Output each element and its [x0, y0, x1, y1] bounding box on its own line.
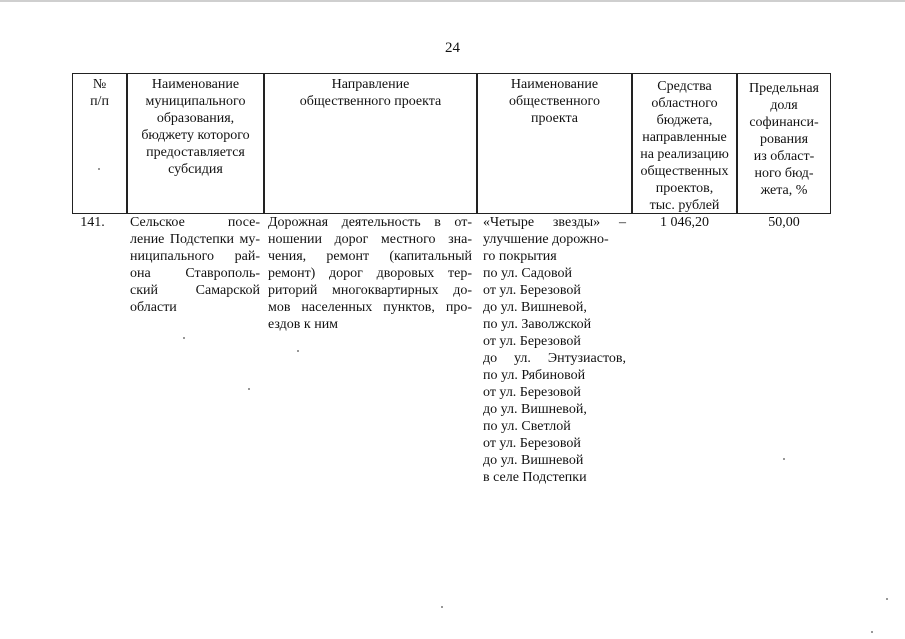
text-line: го покрытия	[483, 249, 557, 264]
header-line: №	[92, 77, 107, 92]
header-line: софинанси-	[749, 115, 819, 130]
text-line: по ул. Светлой	[483, 419, 571, 434]
text-line: ношении дорог местного зна-	[268, 232, 472, 247]
header-line: Направление	[331, 77, 410, 92]
scan-speck	[98, 168, 100, 170]
text-line: от ул. Березовой	[483, 334, 581, 349]
text-line: по ул. Садовой	[483, 266, 573, 281]
row-direction	[264, 214, 477, 333]
header-line: общественного проекта	[299, 94, 442, 109]
text-line: от ул. Березовой	[483, 385, 581, 400]
header-line: доля	[770, 98, 798, 113]
text-line: от ул. Березовой	[483, 436, 581, 451]
header-line: направленные	[642, 130, 727, 145]
text-line: до ул. Вишневой,	[483, 402, 587, 417]
header-cofinancing-share	[737, 73, 831, 214]
header-line: субсидия	[168, 162, 223, 177]
header-line: п/п	[90, 94, 109, 109]
row-municipality	[127, 214, 264, 316]
scan-speck	[297, 350, 299, 352]
text-line: по ул. Заволжской	[483, 317, 592, 332]
row-funds: 1 046,20	[660, 215, 709, 230]
text-line: чения, ремонт (капитальный	[268, 249, 472, 264]
row-project-name	[477, 214, 632, 486]
text-line: риторий многоквартирных до-	[268, 283, 472, 298]
text-line: улучшение дорожно-	[483, 232, 609, 247]
header-direction	[264, 73, 477, 214]
scan-speck	[783, 458, 785, 460]
header-line: ного бюд-	[754, 166, 814, 181]
header-line: тыс. рублей	[649, 198, 720, 213]
header-municipality	[127, 73, 264, 214]
text-line: области	[130, 300, 177, 315]
text-line: по ул. Рябиновой	[483, 368, 586, 383]
header-funds	[632, 73, 737, 214]
scan-speck	[441, 606, 443, 608]
text-line: Сельское посе-	[130, 215, 260, 230]
header-line: общественного	[509, 94, 600, 109]
scan-speck	[183, 337, 185, 339]
header-line: на реализацию	[640, 147, 729, 162]
text-line: до ул. Вишневой,	[483, 300, 587, 315]
header-project-name	[477, 73, 632, 214]
text-line: ление Подстепки му-	[130, 232, 260, 247]
header-line: образования,	[156, 111, 235, 126]
header-line: бюджету которого	[141, 128, 250, 143]
header-line: проектов,	[655, 181, 714, 196]
header-line: из област-	[753, 149, 815, 164]
header-line: Наименование	[151, 77, 240, 92]
header-line: проекта	[531, 111, 578, 126]
header-line: Предельная	[749, 81, 819, 96]
text-line: она Ставрополь-	[130, 266, 260, 281]
header-line: рования	[759, 132, 809, 147]
scan-speck	[871, 631, 873, 633]
text-line: в селе Подстепки	[483, 470, 587, 485]
scan-speck	[248, 388, 250, 390]
header-line: областного	[651, 96, 718, 111]
text-line: ниципального рай-	[130, 249, 260, 264]
text-line: от ул. Березовой	[483, 283, 581, 298]
header-line: Наименование	[510, 77, 599, 92]
header-line: бюджета,	[656, 113, 713, 128]
text-line: до ул. Вишневой	[483, 453, 584, 468]
text-line: мов населенных пунктов, про-	[268, 300, 472, 315]
scan-speck	[886, 598, 888, 600]
page-number: 24	[445, 40, 460, 56]
header-line: жета, %	[760, 183, 808, 198]
header-line: Средства	[657, 79, 712, 94]
text-line: ский Самарской	[130, 283, 260, 298]
header-line: предоставляется	[146, 145, 245, 160]
header-line: муниципального	[145, 94, 246, 109]
row-number: 141.	[80, 215, 105, 230]
text-line: «Четыре звезды» –	[483, 215, 626, 230]
row-share: 50,00	[768, 215, 800, 230]
text-line: ездов к ним	[268, 317, 339, 332]
text-line: ремонт) дорог дворовых тер-	[268, 266, 472, 281]
text-line: до ул. Энтузиастов,	[483, 351, 626, 366]
text-line: Дорожная деятельность в от-	[268, 215, 472, 230]
scan-top-edge	[0, 0, 905, 2]
header-number	[72, 73, 127, 214]
header-line: общественных	[640, 164, 729, 179]
